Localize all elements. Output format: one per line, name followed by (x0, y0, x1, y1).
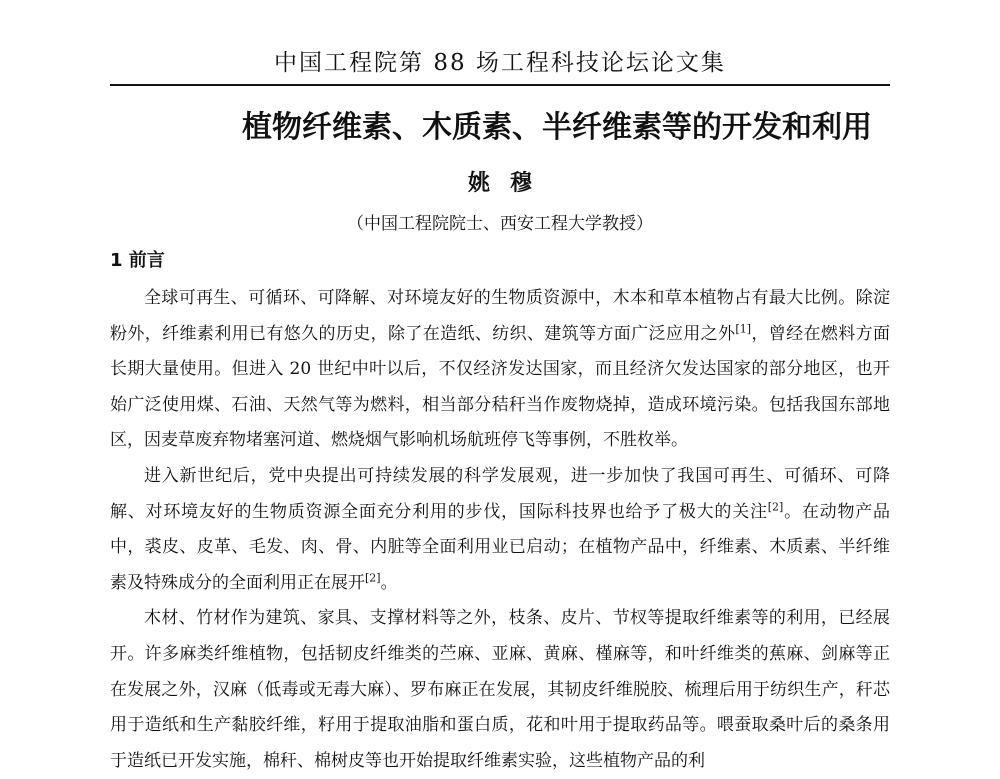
citation-2b: [2] (365, 571, 381, 585)
header-rule (110, 84, 890, 86)
author-affiliation: （中国工程院院士、西安工程大学教授） (347, 214, 653, 234)
paragraph-2-text-a: 进入新世纪后，党中央提出可持续发展的科学发展观，进一步加快了我国可再生、可循环、可降解、对环境友好的生物质资源全面充分利用的步伐，国际科技界也给予了极大的关注 (110, 465, 890, 522)
paragraph-1-text-a: 全球可再生、可循环、可降解、对环境友好的生物质资源中，木本和草本植物占有最大比例。除淀粉外，纤维素利用已有悠久的历史，除了在造纸、纺织、建筑等方面广泛应用之外 (110, 288, 890, 344)
paragraph-1-text-b: ，曾经在燃料方面长期大量使用。但进入 20 世纪中叶以后，不仅经济发达国家，而且经济欠发达国家的部分地区，也开始广泛使用煤、石油、天然气等为燃料，相当部分秸秆当作废物烧掉，造成环境污染。包括我国东部地区，因麦草废弃物堵塞河道、燃烧烟气影响机场航班停飞等事例，不胜枚举。 (110, 323, 890, 451)
paragraph-3 (110, 601, 890, 779)
citation-1: [1] (735, 321, 752, 335)
author-name: 姚穆 (467, 170, 552, 196)
paragraph-1 (110, 281, 890, 459)
section-heading: 1 前言 (110, 250, 165, 271)
paragraph-2-text-b: 。在动物产品中，裘皮、皮革、毛发、肉、骨、内脏等全面利用业已启动；在植物产品中，纤维素、木质素、半纤维素及特殊成分的全面利用正在展开 (110, 501, 891, 593)
citation-2a: [2] (767, 499, 784, 513)
body-text (110, 281, 890, 779)
paragraph-3-text-a: 木材、竹材作为建筑、家具、支撑材料等之外，枝条、皮片、节杈等提取纤维素等的利用，已经展开。许多麻类纤维植物，包括韧皮纤维类的苎麻、亚麻、黄麻、槿麻等，和叶纤维类的蕉麻、剑麻等正在发展之外，汉麻（低毒或无毒大麻）、罗布麻正在发展，其韧皮纤维脱胶、梳理后用于纺织生产，秆芯用于造纸和生产黏胶纤维，籽用于提取油脂和蛋白质，花和叶用于提取药品等。喂蚕取桑叶后的桑条用于造纸已开发实施，棉秆、棉树皮等也开始提取纤维素实验，这些植物产品的利 (110, 608, 890, 771)
article-title: 植物纤维素、木质素、半纤维素等的开发和利用 (242, 110, 872, 145)
running-header: 中国工程院第 88 场工程科技论坛论文集 (274, 50, 726, 76)
paragraph-2 (110, 459, 890, 601)
paragraph-2-text-c: 。 (380, 572, 398, 593)
